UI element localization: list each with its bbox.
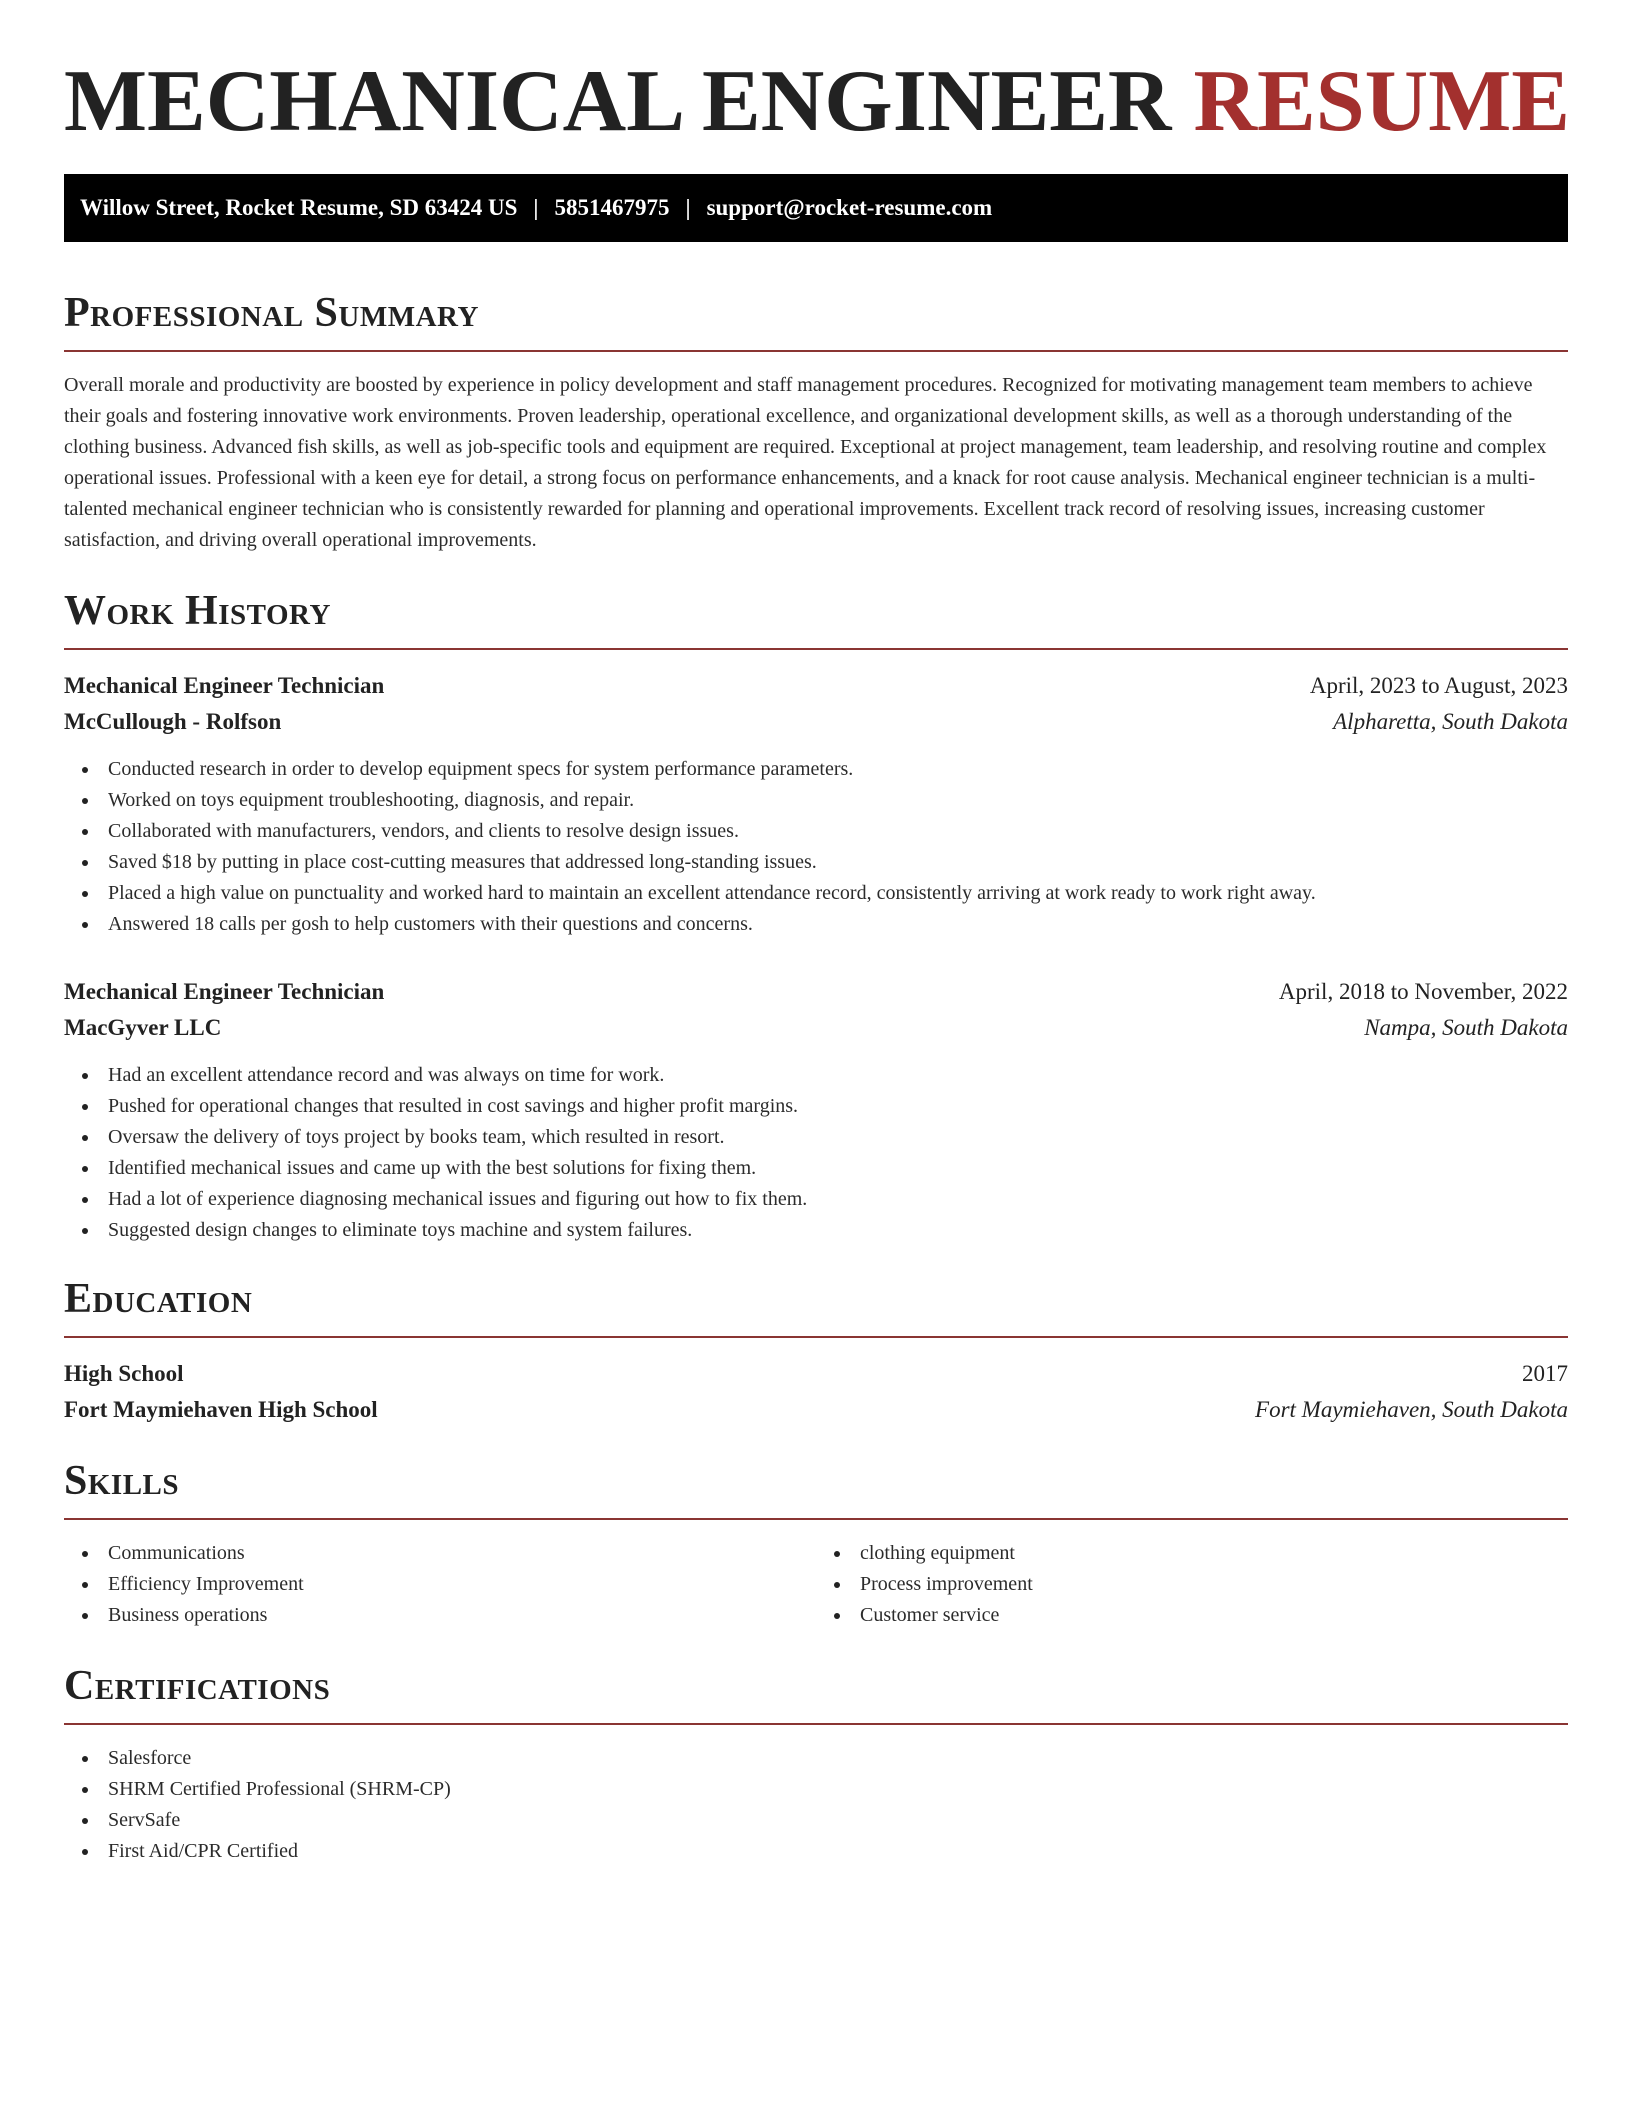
list-item: Identified mechanical issues and came up with the best solutions for fixing them. bbox=[64, 1153, 1568, 1184]
job-entry bbox=[64, 668, 1568, 940]
job-dates: April, 2018 to November, 2022 bbox=[1278, 979, 1568, 1004]
professional-summary-section bbox=[64, 292, 1568, 556]
job-role: Mechanical Engineer Technician bbox=[64, 979, 385, 1004]
education-school-row bbox=[64, 1392, 1568, 1428]
list-item: Answered 18 calls per gosh to help customers with their questions and concerns. bbox=[64, 909, 1568, 940]
contact-bar bbox=[64, 174, 1568, 242]
contact-separator: | bbox=[685, 195, 691, 220]
section-divider bbox=[64, 1518, 1568, 1520]
education-degree: High School bbox=[64, 1361, 184, 1386]
education-location: Fort Maymiehaven, South Dakota bbox=[1255, 1397, 1568, 1422]
section-divider bbox=[64, 1336, 1568, 1338]
section-title-education: Education bbox=[64, 1276, 253, 1322]
list-item: Collaborated with manufacturers, vendors, and clients to resolve design issues. bbox=[64, 816, 1568, 847]
section-divider bbox=[64, 648, 1568, 650]
list-item: First Aid/CPR Certified bbox=[64, 1836, 1568, 1867]
job-dates: April, 2023 to August, 2023 bbox=[1309, 673, 1568, 698]
list-item: Conducted research in order to develop equipment specs for system performance parameters. bbox=[64, 754, 1568, 785]
section-divider bbox=[64, 350, 1568, 352]
job-entry bbox=[64, 974, 1568, 1246]
education-header-row bbox=[64, 1356, 1568, 1392]
contact-phone: 5851467975 bbox=[554, 195, 670, 220]
list-item: Pushed for operational changes that resulted in cost savings and higher profit margins. bbox=[64, 1091, 1568, 1122]
list-item: Customer service bbox=[816, 1600, 1568, 1631]
education-section bbox=[64, 1278, 1568, 1428]
list-item: Had an excellent attendance record and was always on time for work. bbox=[64, 1060, 1568, 1091]
contact-email: support@rocket-resume.com bbox=[706, 195, 993, 220]
section-title-summary: Professional Summary bbox=[64, 290, 479, 336]
skills-grid bbox=[64, 1538, 1568, 1631]
job-role: Mechanical Engineer Technician bbox=[64, 673, 385, 698]
job-header-row bbox=[64, 974, 1568, 1010]
list-item: ServSafe bbox=[64, 1805, 1568, 1836]
list-item: Efficiency Improvement bbox=[64, 1569, 816, 1600]
resume-title-main: MECHANICAL ENGINEER bbox=[64, 53, 1172, 150]
job-company: MacGyver LLC bbox=[64, 1015, 222, 1040]
certifications-section bbox=[64, 1665, 1568, 1867]
summary-paragraph: Overall morale and productivity are boosted by experience in policy development and staff management procedures. Recognized for motivating management team members to achieve their goals and fostering innovative work environments. Proven leadership, operational excellence, and organizational development skills, as well as a thorough understanding of the clothing business. Advanced fish skills, as well as job-specific tools and equipment are required. Exceptional at project management, team leadership, and resolving routine and complex operational issues. Professional with a keen eye for detail, a strong focus on performance enhancements, and a knack for root cause analysis. Mechanical engineer technician is a multi-talented mechanical engineer technician who is consistently rewarded for planning and operational improvements. Excellent track record of resolving issues, increasing customer satisfaction, and driving overall operational improvements. bbox=[64, 374, 1547, 551]
job-location: Alpharetta, South Dakota bbox=[1333, 709, 1568, 734]
list-item: Oversaw the delivery of toys project by books team, which resulted in resort. bbox=[64, 1122, 1568, 1153]
job-org-row bbox=[64, 1010, 1568, 1046]
list-item: Had a lot of experience diagnosing mechanical issues and figuring out how to fix them. bbox=[64, 1184, 1568, 1215]
resume-title-accent: RESUME bbox=[1193, 53, 1570, 150]
section-title-certifications: Certifications bbox=[64, 1663, 331, 1709]
job-org-row bbox=[64, 704, 1568, 740]
job-bullets bbox=[64, 1060, 1568, 1246]
skills-list-right bbox=[816, 1538, 1568, 1631]
list-item: Business operations bbox=[64, 1600, 816, 1631]
list-item: Suggested design changes to eliminate toys machine and system failures. bbox=[64, 1215, 1568, 1246]
education-year: 2017 bbox=[1522, 1361, 1568, 1386]
list-item: Saved $18 by putting in place cost-cutting measures that addressed long-standing issues. bbox=[64, 847, 1568, 878]
skills-section bbox=[64, 1460, 1568, 1631]
job-location: Nampa, South Dakota bbox=[1364, 1015, 1568, 1040]
list-item: Process improvement bbox=[816, 1569, 1568, 1600]
section-title-skills: Skills bbox=[64, 1458, 180, 1504]
list-item: Salesforce bbox=[64, 1743, 1568, 1774]
job-header-row bbox=[64, 668, 1568, 704]
resume-title bbox=[64, 53, 1570, 150]
certifications-list bbox=[64, 1743, 1568, 1867]
contact-separator: | bbox=[533, 195, 539, 220]
section-divider bbox=[64, 1723, 1568, 1725]
list-item: SHRM Certified Professional (SHRM-CP) bbox=[64, 1774, 1568, 1805]
section-title-work: Work History bbox=[64, 588, 331, 634]
list-item: Placed a high value on punctuality and worked hard to maintain an excellent attendance record, consistently arriving at work ready to work right away. bbox=[64, 878, 1568, 909]
education-school: Fort Maymiehaven High School bbox=[64, 1397, 378, 1422]
skills-list-left bbox=[64, 1538, 816, 1631]
job-company: McCullough - Rolfson bbox=[64, 709, 282, 734]
job-bullets bbox=[64, 754, 1568, 940]
work-history-section bbox=[64, 590, 1568, 1246]
list-item: Communications bbox=[64, 1538, 816, 1569]
contact-address: Willow Street, Rocket Resume, SD 63424 US bbox=[80, 195, 518, 220]
list-item: Worked on toys equipment troubleshooting, diagnosis, and repair. bbox=[64, 785, 1568, 816]
list-item: clothing equipment bbox=[816, 1538, 1568, 1569]
